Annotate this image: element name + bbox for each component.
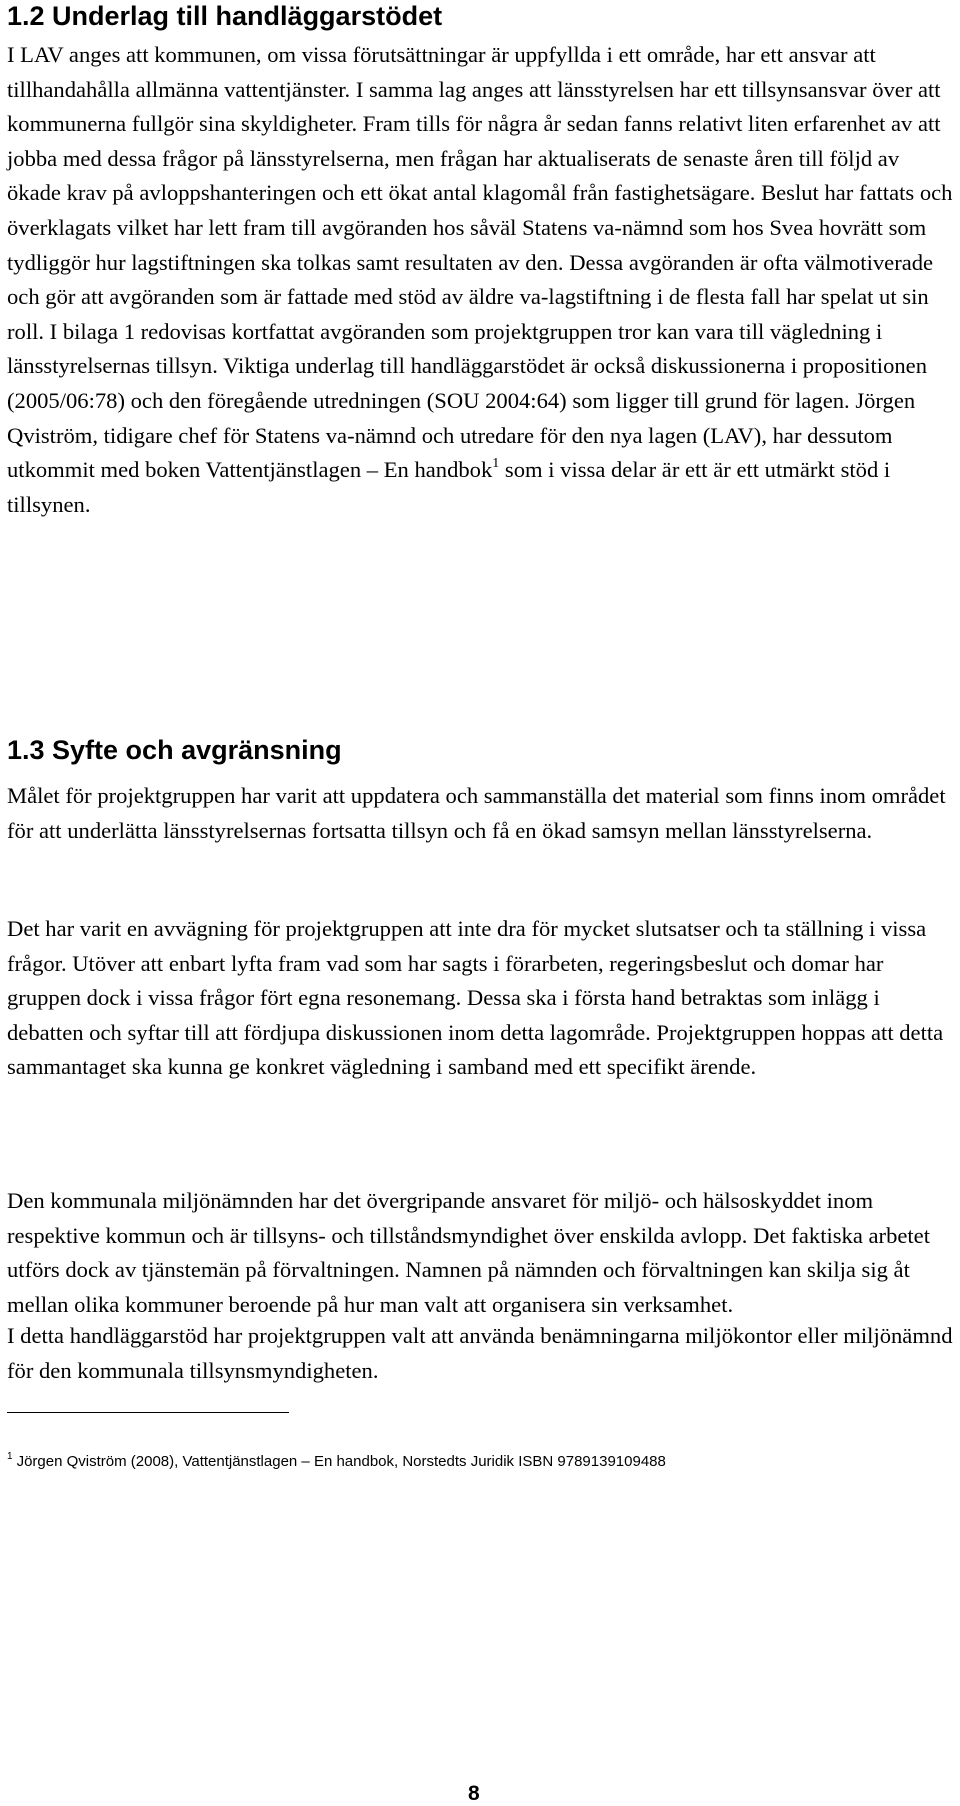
- paragraph-underlag-text: I LAV anges att kommunen, om vissa förutsättningar är uppfyllda i ett område, har ett ansvar att tillhandahålla allmänna vattentjänster. I samma lag anges att länsstyrelsen har ett tillsynsansvar över att kommunerna fullgör sina skyldigheter. Fram tills för några år sedan fanns relativt liten erfarenhet av att jobba med dessa frågor på länsstyrelserna, men frågan har aktualiserats de senaste åren till följd av ökade krav på avloppshanteringen och ett ökat antal klagomål från fastighetsägare. Beslut har fattats och överklagats vilket har lett fram till avgöranden hos såväl Statens va-nämnd som hos Svea hovrätt som tydliggör hur lagstiftningen ska tolkas samt resultaten av den. Dessa avgöranden är ofta välmotiverade och gör att avgöranden som är fattade med stöd av äldre va-lagstiftning i de flesta fall har spelat ut sin roll. I bilaga 1 redovisas kortfattat avgöranden som projektgruppen tror kan vara till vägledning i länsstyrelsernas tillsyn. Viktiga underlag till handläggarstödet är också diskussionerna i propositionen (2005/06:78) och den föregående utredningen (SOU 2004:64) som ligger till grund för lagen. Jörgen Qviström, tidigare chef för Statens va-nämnd och utredare för den nya lagen (LAV), har dessutom utkommit med boken Vattentjänstlagen – En handbok: [7, 42, 953, 483]
- page-number: 8: [468, 1782, 480, 1805]
- paragraph-avvagning: Det har varit en avvägning för projektgruppen att inte dra för mycket slutsatser och ta ställning i vissa frågor. Utöver att enbart lyfta fram vad som har sagts i förarbeten, regeringsbeslut och domar har gruppen dock i vissa frågor fört egna resonemang. Dessa ska i första hand betraktas som inlägg i debatten och syftar till att fördjupa diskussionen inom detta lagområde. Projektgruppen hoppas att detta sammantaget ska kunna ge konkret vägledning i samband med ett specifikt ärende.: [7, 916, 944, 1079]
- section-heading-1-3: 1.3 Syfte och avgränsning: [7, 735, 342, 765]
- footnote-number: 1: [7, 1451, 13, 1462]
- footnote-text: Jörgen Qviström (2008), Vattentjänstlagen – En handbok, Norstedts Juridik ISBN 9789139109488: [16, 1453, 666, 1470]
- footnote-reference: 1: [492, 456, 500, 472]
- footnote: [7, 1451, 666, 1473]
- section-heading-1-2: 1.2 Underlag till handläggarstödet: [7, 1, 443, 31]
- paragraph-malet: Målet för projektgruppen har varit att uppdatera och sammanställa det material som finns inom området för att underlätta länsstyrelsernas fortsatta tillsyn och få en ökad samsyn mellan länsstyrelserna.: [7, 783, 946, 843]
- paragraph-underlag: [7, 38, 953, 522]
- footnote-separator: [7, 1412, 289, 1413]
- paragraph-miljonamnd: Den kommunala miljönämnden har det övergripande ansvaret för miljö- och hälsoskyddet inom respektive kommun och är tillsyns- och tillståndsmyndighet över enskilda avlopp. Det faktiska arbetet utförs dock av tjänstemän på förvaltningen. Namnen på nämnden och förvaltningen kan skilja sig åt mellan olika kommuner beroende på hur man valt att organisera sin verksamhet.: [7, 1188, 930, 1317]
- paragraph-benamningar: I detta handläggarstöd har projektgruppen valt att använda benämningarna miljökontor eller miljönämnd för den kommunala tillsynsmyndigheten.: [7, 1323, 953, 1383]
- paragraph-underlag-text-end: som i vissa delar är ett är ett utmärkt stöd i tillsynen.: [7, 457, 891, 517]
